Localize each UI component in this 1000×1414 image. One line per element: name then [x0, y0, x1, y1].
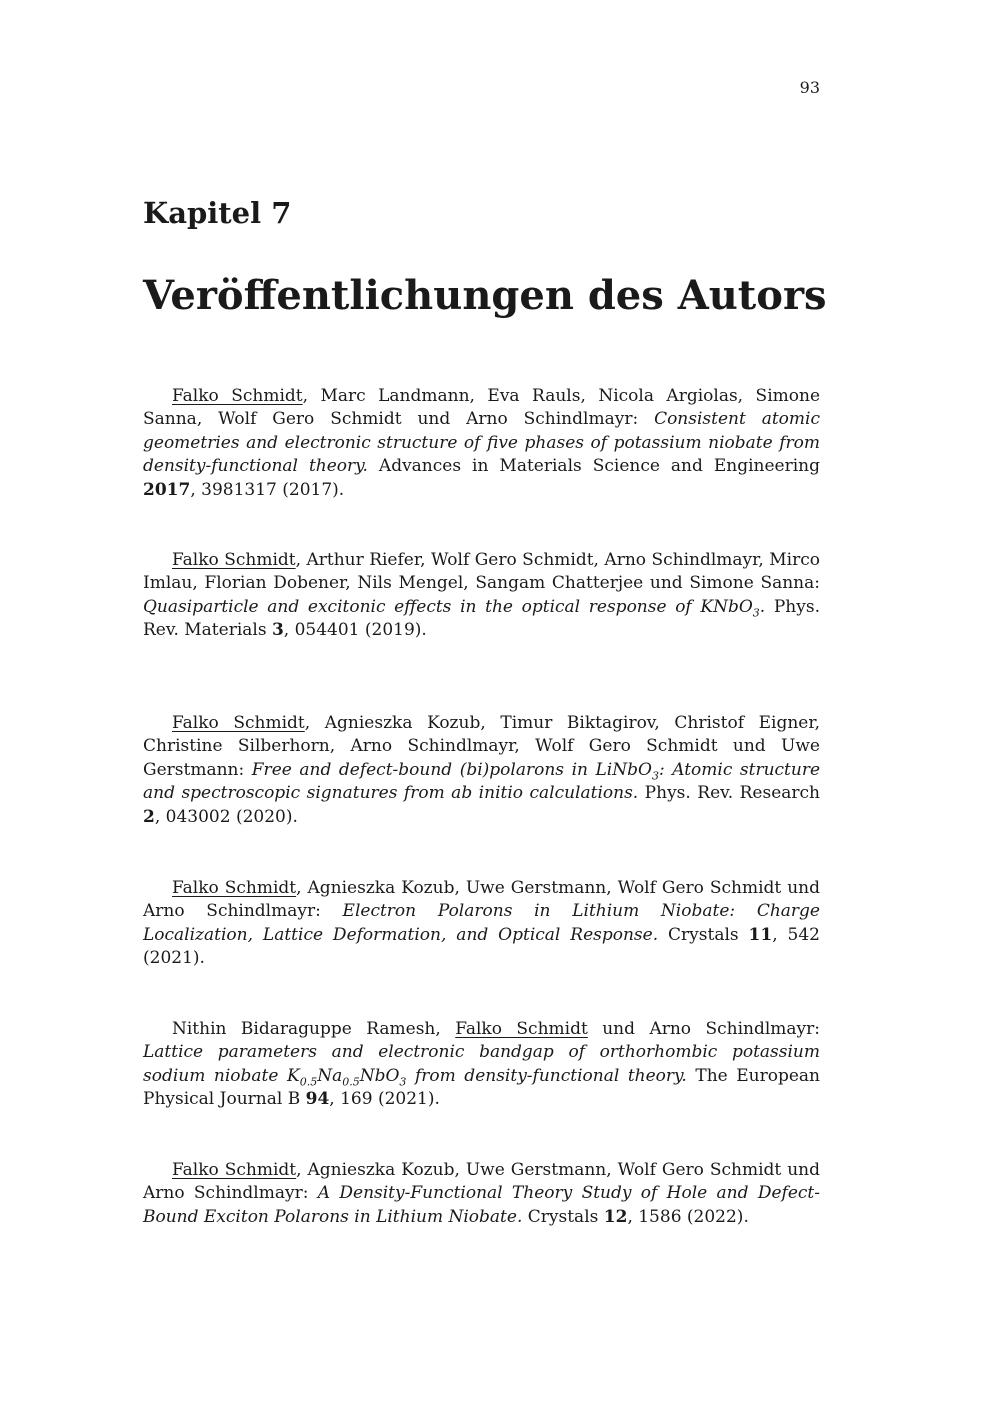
subscript: 0.5 [299, 1075, 318, 1089]
chapter-title: Veröffentlichungen des Autors [143, 272, 827, 319]
title-part: Na [317, 1065, 343, 1086]
author-self: Falko Schmidt [172, 550, 296, 570]
title-part: : Atomic structure and spectroscopic signatures from ab initio calculations. [143, 759, 821, 804]
journal: Crystals [658, 924, 749, 945]
publication-entry [143, 712, 820, 829]
volume: 2017 [143, 479, 191, 500]
coauthors: , Marc Landmann, Eva Rauls, Nicola Argiolas, Simone Sanna, Wolf Gero Schmidt und Arno Schindlmayr: [143, 386, 820, 430]
publication-entry [143, 877, 820, 971]
title-part: Lattice parameters and electronic bandgap of orthorhombic potassium sodium niobate K [143, 1042, 820, 1086]
publication-entry [143, 1018, 820, 1112]
article-info: , 054401 (2019). [283, 620, 427, 641]
publication-title: Electron Polarons in Lithium Niobate: Charge Localization, Lattice Deformation, and Optical Response. [143, 901, 820, 945]
title-part: NbO [359, 1065, 400, 1086]
volume: 12 [603, 1206, 628, 1227]
article-info: , 1586 (2022). [627, 1206, 749, 1227]
publication-title: A Density-Functional Theory Study of Hole and Defect-Bound Exciton Polarons in Lithium Niobate. [143, 1183, 820, 1227]
publication-entry [143, 549, 820, 643]
journal: Advances in Materials Science and Engineering [367, 456, 821, 477]
author-self: Falko Schmidt [455, 1019, 588, 1039]
subscript: 3 [651, 769, 659, 783]
coauthors: , Agnieszka Kozub, Uwe Gerstmann, Wolf Gero Schmidt und Arno Schindlmayr: [143, 1160, 821, 1204]
author-self: Falko Schmidt [172, 386, 303, 406]
publication-title [143, 596, 766, 620]
volume: 2 [143, 806, 155, 827]
article-info: , 169 (2021). [329, 1089, 440, 1110]
title-part: from density-functional theory. [406, 1065, 687, 1086]
journal: Phys. Rev. Materials [143, 596, 820, 641]
subscript: 3 [399, 1075, 407, 1089]
coauthors: , Agnieszka Kozub, Uwe Gerstmann, Wolf Gero Schmidt und Arno Schindlmayr: [143, 878, 821, 922]
lead-author: Nithin Bidaraguppe Ramesh, [172, 1019, 456, 1039]
title-part: Free and defect-bound (bi)polarons in LiNbO [251, 759, 652, 780]
author-self: Falko Schmidt [172, 1160, 297, 1180]
subscript: 3 [752, 606, 760, 620]
author-self: Falko Schmidt [172, 713, 305, 733]
publication-title: Consistent atomic geometries and electronic structure of five phases of potassium niobate from density-functional theory. [143, 409, 820, 477]
title-part: . [759, 596, 766, 617]
coauthors: und Arno Schindlmayr: [587, 1019, 820, 1039]
title-part: Quasiparticle and excitonic effects in the optical response of KNbO [143, 596, 753, 617]
coauthors: , Agnieszka Kozub, Timur Biktagirov, Christof Eigner, Christine Silberhorn, Arno Schindlmayr, Wolf Gero Schmidt und Uwe Gerstmann: [143, 713, 821, 780]
author-self: Falko Schmidt [172, 878, 297, 898]
publication-entry [143, 1159, 820, 1229]
page-number: 93 [799, 78, 820, 97]
article-info: , 3981317 (2017). [190, 479, 345, 500]
journal: The European Physical Journal B [143, 1065, 821, 1110]
volume: 3 [271, 620, 284, 641]
article-info: , 043002 (2020). [154, 806, 298, 827]
article-info: , 542 (2021). [143, 924, 820, 969]
coauthors: , Arthur Riefer, Wolf Gero Schmidt, Arno Schindlmayr, Mirco Imlau, Florian Dobener, Nils Mengel, Sangam Chatterjee und Simone Sanna: [143, 550, 821, 594]
publication-entry [143, 385, 820, 502]
chapter-label: Kapitel 7 [143, 196, 292, 230]
volume: 94 [305, 1089, 330, 1110]
subscript: 0.5 [342, 1075, 360, 1089]
journal: Phys. Rev. Research [638, 783, 820, 804]
volume: 11 [748, 924, 773, 945]
journal: Crystals [522, 1206, 604, 1227]
